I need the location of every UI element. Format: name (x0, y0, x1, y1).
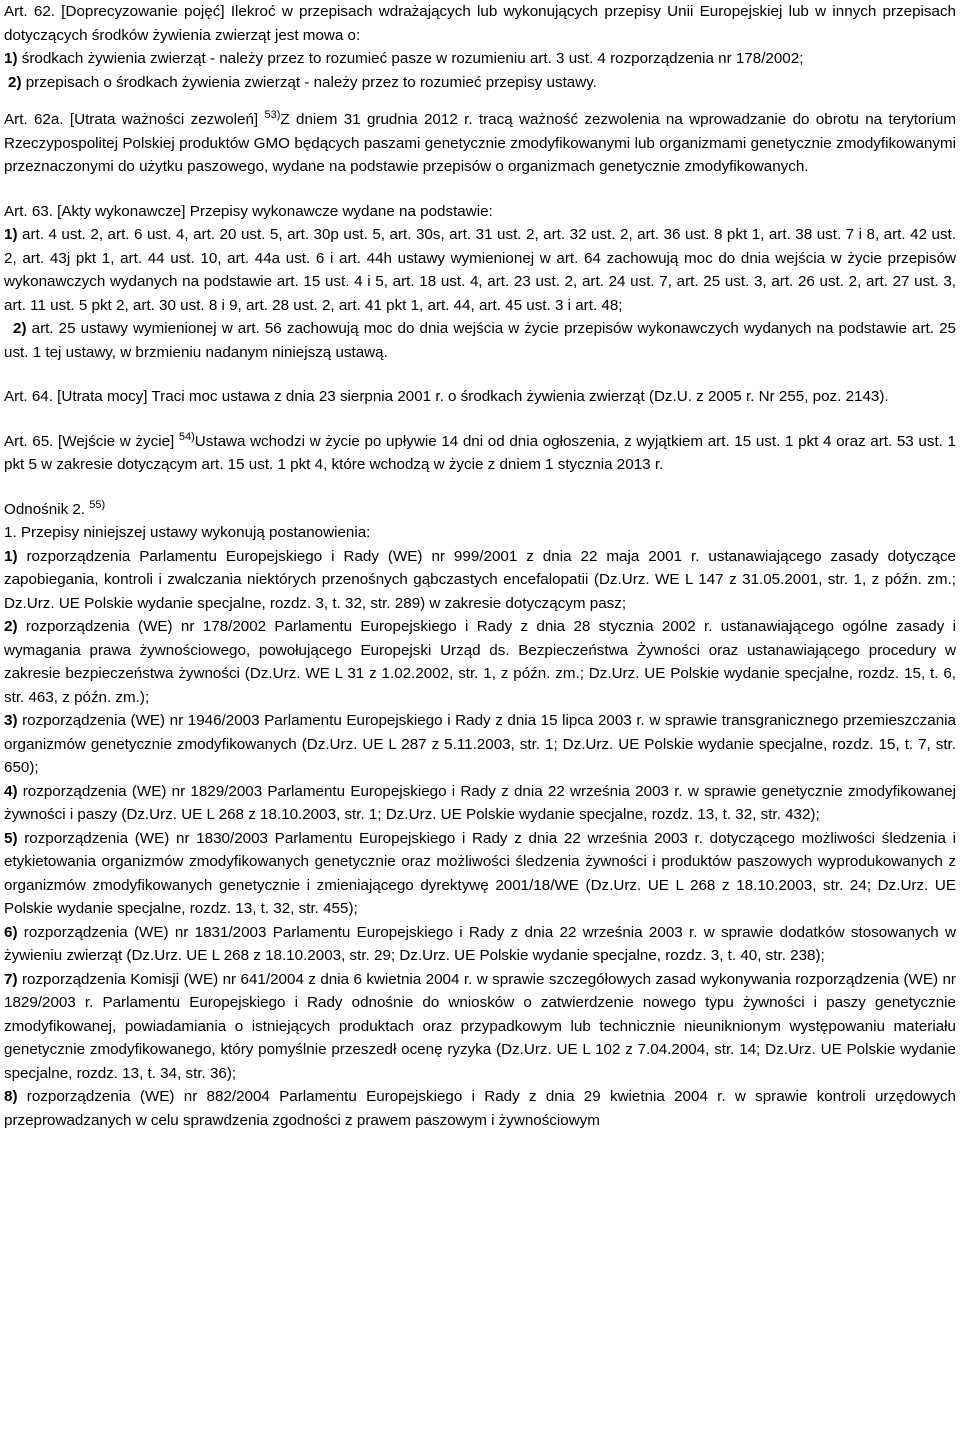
footnote-ref: 53) (264, 109, 281, 121)
footnote-title-text: Odnośnik 2. (4, 500, 90, 518)
item-text: rozporządzenia Komisji (WE) nr 641/2004 z dnia 6 kwietnia 2004 r. w sprawie szczegółowych zasad wykonywania rozporządzenia (WE) nr 1829/2003 r. Parlamentu Europejskiego i Rady odnośnie do wniosków o zatwierdzenie nowego typu żywności i paszy genetycznie zmodyfikowanej, powiadamiania o istniejących produktach oraz przypadkowym lub technicznie nieuniknionym występowaniu materiału genetycznie zmodyfikowanego, który pomyślnie przeszedł ocenę ryzyka (Dz.Urz. UE L 102 z 7.04.2004, str. 14; Dz.Urz. UE Polskie wydanie specjalne, rozdz. 13, t. 34, str. 36); (4, 970, 956, 1082)
point-text: art. 4 ust. 2, art. 6 ust. 4, art. 20 ust. 5, art. 30p ust. 5, art. 30s, art. 31 ust. 2, art. 32 ust. 2, art. 36 ust. 8 pkt 1, art. 38 ust. 7 i 8, art. 42 ust. 2, art. 43j pkt 1, art. 44 ust. 10, art. 44a ust. 6 i art. 44h ustawy wymienionej w art. 64 zachowują moc do dnia wejścia w życie przepisów wykonawczych wydanych na podstawie art. 15 ust. 4 i 5, art. 18 ust. 4, art. 23 ust. 2, art. 24 ust. 7, art. 25 ust. 3, art. 26 ust. 2, art. 27 ust. 3, art. 11 ust. 5 pkt 2, art. 30 ust. 8 i 9, art. 28 ust. 2, art. 41 pkt 1, art. 44, art. 45 ust. 3 i art. 48; (4, 226, 956, 314)
article-62-point-1 (4, 47, 956, 71)
point-number: 2) (13, 320, 27, 337)
article-62 (4, 0, 956, 94)
item-text: rozporządzenia Parlamentu Europejskiego i Rady (WE) nr 999/2001 z dnia 22 maja 2001 r. ustanawiającego zasady dotyczące zapobiegania, kontroli i zwalczania niektórych przenośnych gąbczastych encefalopatii (Dz.Urz. WE L 147 z 31.05.2001, str. 1, z późn. zm.; Dz.Urz. UE Polskie wydanie specjalne, rozdz. 3, t. 32, str. 289) w zakresie dotyczącym pasz; (4, 547, 956, 612)
footnote-item (4, 709, 956, 780)
footnote-2-intro: 1. Przepisy niniejszej ustawy wykonują postanowienia: (4, 524, 371, 541)
item-number: 6) (4, 923, 18, 941)
footnote-ref: 55) (89, 498, 106, 511)
article-63-point-1 (4, 223, 956, 317)
article-65-text (4, 430, 956, 477)
point-text: przepisach o środkach żywienia zwierząt - należy przez to rozumieć przepisy ustawy. (21, 73, 597, 91)
footnote-item (4, 545, 956, 616)
point-number: 2) (8, 73, 22, 91)
footnote-ref: 54) (178, 430, 195, 443)
article-65-body: Ustawa wchodzi w życie po upływie 14 dni od dnia ogłoszenia, z wyjątkiem art. 15 ust. 1 pkt 4 oraz art. 53 ust. 1 pkt 5 w zakresie dotyczącym art. 15 ust. 1 pkt 4, które wchodzą w życie z dniem 1 stycznia 2013 r. (4, 432, 956, 473)
footnote-2-items (4, 545, 956, 1133)
article-64 (4, 385, 956, 409)
point-number: 1) (4, 226, 18, 243)
item-number: 8) (4, 1088, 18, 1105)
item-text: rozporządzenia (WE) nr 1830/2003 Parlamentu Europejskiego i Rady z dnia 22 września 2003 r. dotyczącego możliwości śledzenia i etykietowania organizmów zmodyfikowanych genetycznie oraz możliwości śledzenia żywności i produktów paszowych wyprodukowanych z organizmów zmodyfikowanych genetycznie i zmieniającego dyrektywę 2001/18/WE (Dz.Urz. UE L 268 z 18.10.2003, str. 24; Dz.Urz. UE Polskie wydanie specjalne, rozdz. 13, t. 32, str. 455); (4, 829, 956, 917)
item-number: 7) (4, 970, 18, 988)
item-number: 1) (4, 547, 18, 565)
point-text: środkach żywienia zwierząt - należy przez to rozumieć pasze w rozumieniu art. 3 ust. 4 rozporządzenia nr 178/2002; (17, 50, 804, 67)
item-text: rozporządzenia (WE) nr 882/2004 Parlamentu Europejskiego i Rady z dnia 29 kwietnia 2004 r. w sprawie kontroli urzędowych przeprowadzanych w celu sprawdzenia zgodności z prawem paszowym i żywnościowym (4, 1088, 956, 1129)
item-number: 4) (4, 782, 18, 800)
item-number: 2) (4, 618, 18, 635)
article-65 (4, 430, 956, 477)
article-63 (4, 200, 956, 365)
footnote-item (4, 1085, 956, 1132)
article-63-heading: Art. 63. [Akty wykonawcze] Przepisy wykonawcze wydane na podstawie: (4, 202, 493, 220)
item-text: rozporządzenia (WE) nr 178/2002 Parlamentu Europejskiego i Rady z dnia 28 stycznia 2002 r. ustanawiającego ogólne zasady i wymagania prawa żywnościowego, powołującego Europejski Urząd ds. Bezpieczeństwa Żywności oraz ustanawiającego procedury w zakresie bezpieczeństwa żywności (Dz.Urz. WE L 31 z 1.02.2002, str. 1, z późn. zm.; Dz.Urz. UE Polskie wydanie specjalne, rozdz. 15, t. 6, str. 463, z późn. zm.); (4, 618, 956, 706)
point-number: 1) (4, 50, 18, 67)
footnote-item (4, 780, 956, 827)
item-text: rozporządzenia (WE) nr 1946/2003 Parlamentu Europejskiego i Rady z dnia 15 lipca 2003 r. w sprawie transgranicznego przemieszczania organizmów genetycznie zmodyfikowanych (Dz.Urz. UE L 287 z 5.11.2003, str. 1; Dz.Urz. UE Polskie wydanie specjalne, rozdz. 15, t. 7, str. 650); (4, 712, 956, 776)
footnote-item (4, 615, 956, 709)
document-page (4, 0, 956, 1132)
footnote-2-title (4, 498, 956, 522)
article-62a (4, 108, 956, 179)
item-text: rozporządzenia (WE) nr 1831/2003 Parlamentu Europejskiego i Rady z dnia 22 września 2003 r. w sprawie dodatków stosowanych w żywieniu zwierząt (Dz.Urz. UE L 268 z 18.10.2003, str. 29; Dz.Urz. UE Polskie wydanie specjalne, rozdz. 3, t. 40, str. 238); (4, 923, 956, 964)
article-63-point-2 (4, 317, 956, 364)
article-64-text: Art. 64. [Utrata mocy] Traci moc ustawa z dnia 23 sierpnia 2001 r. o środkach żywienia zwierząt (Dz.U. z 2005 r. Nr 255, poz. 2143). (4, 388, 889, 405)
article-62-point-2 (4, 71, 956, 95)
footnote-item (4, 968, 956, 1086)
item-number: 5) (4, 829, 18, 847)
article-62-heading: Art. 62. [Doprecyzowanie pojęć] Ilekroć w przepisach wdrażających lub wykonujących przepisy Unii Europejskiej lub w innych przepisach dotyczących środków żywienia zwierząt jest mowa o: (4, 3, 956, 44)
point-text: art. 25 ustawy wymienionej w art. 56 zachowują moc do dnia wejścia w życie przepisów wykonawczych wydanych na podstawie art. 25 ust. 1 tej ustawy, w brzmieniu nadanym niniejszą ustawą. (4, 320, 956, 361)
article-62a-text (4, 108, 956, 179)
article-62a-body: Z dniem 31 grudnia 2012 r. tracą ważność zezwolenia na wprowadzanie do obrotu na terytorium Rzeczypospolitej Polskiej produktów GMO będących paszami genetycznie zmodyfikowanymi lub organizmami genetycznie zmodyfikowanymi przeznaczonymi do użytku paszowego, wydane na podstawie przepisów o organizmach genetycznie zmodyfikowanych. (4, 111, 956, 175)
footnote-item (4, 921, 956, 968)
footnote-2 (4, 498, 956, 1133)
footnote-item (4, 827, 956, 921)
article-65-lead: Art. 65. [Wejście w życie] (4, 432, 179, 450)
item-text: rozporządzenia (WE) nr 1829/2003 Parlamentu Europejskiego i Rady z dnia 22 września 2003 r. w sprawie genetycznie zmodyfikowanej żywności i paszy (Dz.Urz. UE L 268 z 18.10.2003, str. 1; Dz.Urz. UE Polskie wydanie specjalne, rozdz. 13, t. 32, str. 432); (4, 782, 956, 823)
article-62a-lead: Art. 62a. [Utrata ważności zezwoleń] (4, 111, 265, 128)
item-number: 3) (4, 712, 18, 729)
